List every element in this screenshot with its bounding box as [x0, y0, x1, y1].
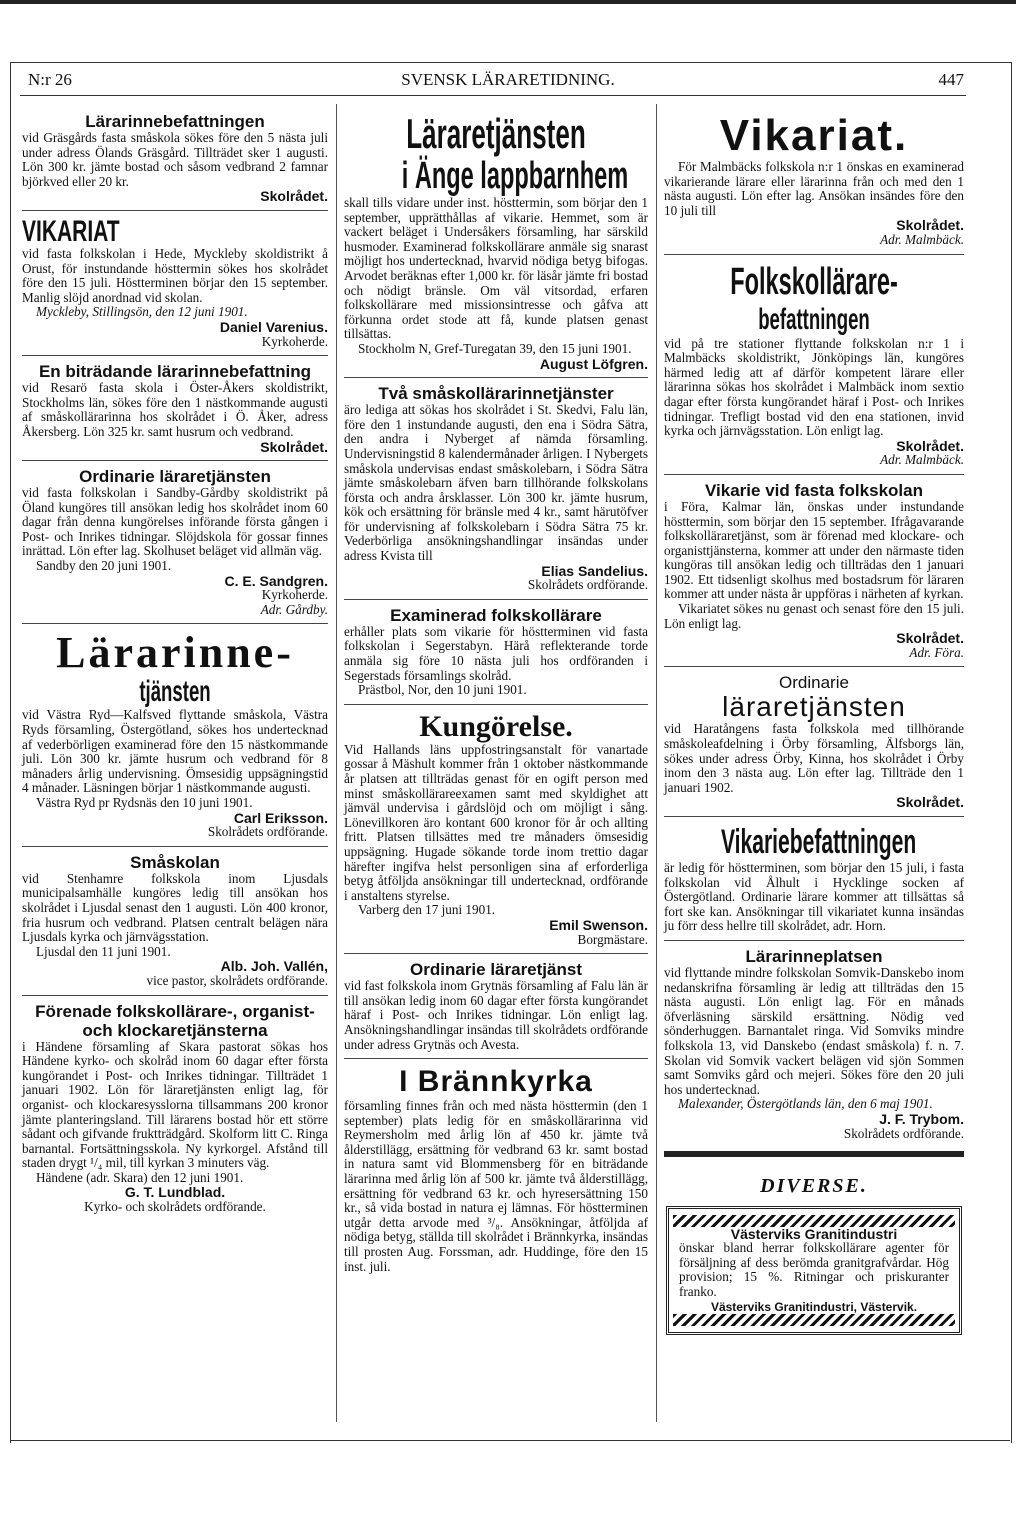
ad-body: vid på tre stationer flyttande folkskolan n:r 1 i Malmbäcks skoldistrikt, Jönköpings län, kungöres härmed ledig att af därför kompetent lärare eller lärarinna sökas hos skolrådet i Malmbäck inom sextio dagar efter första kungörandet häraf i Post- och Inrikes tidningar. Trefligt bostad vid den ena stationen, invid kyrka och järnvägsstation. Lön enligt lag.: [664, 335, 964, 439]
ad-place-date: Sandby den 20 juni 1901.: [36, 558, 172, 574]
column-2: [344, 112, 648, 1274]
ad-subtitle: läraretjänsten: [722, 691, 906, 723]
ad-body: är ledig för höstterminen, som börjar den 15 juli, i fasta folkskolan vid Ålhult i Hycklinge socken af Östergötland. Ordinarie lärare kommer att tillsättas så fort ske kan. Ansökningar till vikariatet kunna insändas ju förr dess hellre till skolrådet, adr. Horn.: [664, 860, 964, 934]
ad-title: Två småskollärarinnetjänster: [378, 384, 614, 404]
ad-body: vid Stenhamre folkskola inom Ljusdals municipalsamhälle kungöres ledig till ansökan hos skolrådet i Ljusdal senast den 1 augusti. Lön 400 kronor, fria husrum och vedbrand. Platsen centralt belägen nära Ljusdals kyrka och järnvägsstation.: [22, 870, 328, 945]
ad-title: En biträdande lärarinnebefattning: [38, 362, 312, 382]
vikariat-block: [22, 214, 328, 248]
ad-signature: Alb. Joh. Vallén,: [220, 958, 328, 975]
ad-signature: Emil Swenson.: [549, 916, 648, 933]
ad-body: i Föra, Kalmar län, önskas under instundande hösttermin, som börjar den 15 september. Ifrågavarande folkskolläraretjänst, som är förenad med klockare- och organisttjänsterna, kommer att under den närmaste tiden kungöras till ansökan ledig och tillträdas den 1 januari 1902. Ett tidsenligt skolhus med bostadsrum för läraren kommer att under nästa år uppföras i närheten af kyrkan.: [664, 498, 964, 602]
ad-body: skall tills vidare under inst. hösttermin, som börjar den 1 september, upprätthållas af vikarie. Hemmet, som är vackert beläget i Undersåkers församling, har särskild husmoder. Examinerad folkskollärare anmäle sig snarast möjligt hos undertecknad, hvarvid nödiga betyg bifogas. Arvodet beräknas efter 1,000 kr. för läsår jämte fri bostad och nödigt bränsle. Om väl vitsordad, erfaren folkskollärare med missionsintresse och gåfva att förkunna ordet stode att få, kunde platsen genast tillsättas.: [344, 195, 648, 342]
ad-address: Adr. Malmbäck.: [880, 452, 964, 468]
ad-place-date: Myckleby, Stillingsön, den 12 juni 1901.: [36, 304, 248, 320]
ad-title: Lärarinnebefattningen: [85, 112, 265, 131]
ad-role: Skolrådets ordförande.: [843, 1125, 964, 1141]
column-separator: [656, 104, 657, 1422]
ad-title: Västerviks Granitindustri: [730, 1225, 898, 1242]
divider: [664, 254, 964, 255]
divider: [664, 816, 964, 817]
ad-title: Läraretjänsten: [406, 110, 586, 157]
ad-address: Adr. Malmbäck.: [880, 231, 964, 247]
page-number: 447: [938, 70, 964, 89]
ad-role: Borgmästare.: [577, 931, 648, 947]
ad-title: Förenade folkskollärare-, organist- och klockaretjänsterna: [35, 1001, 315, 1040]
ad-title: I Brännkyrka: [399, 1065, 593, 1099]
divider: [22, 210, 328, 211]
section-heading: DIVERSE.: [760, 1175, 868, 1198]
divider: [344, 1058, 648, 1059]
ad-body: erhåller plats som vikarie för höstterminen vid fasta folkskolan i Segerstabyn. Härå reflekterande torde anmäla sig före 10 nästa juli hos ordföranden i Segerstads församlings skolråd.: [344, 623, 648, 683]
ad-role: Skolrådets ordförande.: [207, 824, 328, 840]
ad-body: vid Gräsgårds fasta småskola sökes före den 5 nästa juli under adress Ölands Gräsgård. Tillträdet sker 1 augusti. Lön 300 kr. jämte bostad och såsom vedbrand 2 famnar björkved eller 20 kr.: [22, 130, 328, 189]
ad-signature: Skolrådet.: [896, 217, 964, 234]
ad-body-2: Vikariatet sökes nu genast och senast före den 15 juli. Lön enligt lag.: [664, 601, 964, 631]
ad-body: önskar bland herrar folkskollärare agenter för försäljning af dess berömda granitgrafvårdar. Hög provision; 15 %. Ritningar och priskuranter franko.: [679, 1240, 949, 1300]
ad-place-date: Västra Ryd pr Rydsnäs den 10 juni 1901.: [36, 795, 253, 810]
ad-title: Småskolan: [130, 852, 220, 872]
ad-signature: J. F. Trybom.: [879, 1110, 964, 1127]
ad-title: Ordinarie: [779, 673, 849, 693]
ad-body: äro lediga att sökas hos skolrådet i St. Skedvi, Falu län, före den 1 instundande augusti, den ena i Södra Sätra, den andra i Nyberget af nämda församling. Undervisningstid 8 kalendermånader årligen. I Nybergets småskola undervisas endast småskolebarn, i Södra Sätra jämte småskolebarn äfven barn tillhörande folkskolans första och andra årsklasser. Lön 300 kr. jämte husrum, kök och ersättning för bränsle med 4 kr., samt härutöfver för undervisning af folkskolebarn i Södra Sätra 75 kr. Vederbörliga ansökningshandlingar insändas under adress Kvista till: [344, 402, 648, 564]
ad-role: Kyrko- och skolrådets ordförande.: [84, 1199, 266, 1215]
ad-title: Ordinarie läraretjänsten: [79, 467, 271, 487]
ad-title: Vikariat.: [719, 111, 909, 160]
ad-signature: C. E. Sandgren.: [224, 572, 328, 589]
ornament-border: [673, 1314, 955, 1326]
column-3: [664, 112, 964, 1335]
divider: [664, 940, 964, 941]
bottom-rule: [10, 1440, 1010, 1441]
divider: [344, 377, 648, 378]
ad-title: Kungörelse.: [419, 709, 573, 743]
ad-role: vice pastor, skolrådets ordförande.: [146, 972, 328, 988]
ad-title: Examinerad folkskollärare: [390, 605, 602, 625]
divider: [22, 995, 328, 996]
ad-signature: G. T. Lundblad.: [124, 1184, 226, 1201]
ad-body: församling finnes från och med nästa hösttermin (den 1 september) plats ledig för en småskollärarinna vid Reymersholm med årlig lön af 450 kr. jämte två ålderstillägg, ersättning för vedbrand 63 kr. samt bostad in natura samt vid Blommensberg för en biträdande lärarinna med årlig lön af 500 kr. jämte två ålderstillägg, ersättning för vedbrand 63 kr. och hyresersättning 150 kr., så vida bostad in natura ej lämnas. För höstterminen utgår detta arvode med ³/₈. Ansökningar, åtföljda af nödiga betyg, ställda till skolrådet i Brännkyrka, insändas till prosten Aug. Forssman, adr. Huddinge, före den 15 inst. juli.: [344, 1098, 648, 1274]
header-rule: [20, 95, 966, 96]
divider: [664, 474, 964, 475]
ad-title: Vikarie vid fasta folkskolan: [705, 480, 923, 500]
ad-place-date: Prästbol, Nor, den 10 juni 1901.: [358, 682, 527, 698]
ad-signature: Skolrådet.: [896, 630, 964, 647]
ad-address: Adr. Gårdby.: [260, 601, 328, 617]
column-separator: [336, 104, 337, 1422]
divider: [22, 846, 328, 847]
ad-body: vid fast folkskola inom Grytnäs församling af Falu län är till ansökan ledig inom 60 dagar efter första kungörandet häraf i Post- och Inrikes tidningar. Lön enligt lag. Ansökningshandlingar insändas till skolrådets ordförande under adress Grytnäs och Avesta.: [344, 978, 648, 1052]
ad-place-date: Malexander, Östergötlands län, den 6 maj 1901.: [678, 1096, 933, 1112]
ad-title: VIKARIAT: [22, 214, 120, 248]
ad-body: vid flyttande mindre folkskolan Somvik-Danskebo inom nedanskrifna församling är ledig att tillträdas den 15 nästa augusti. Lön enligt lag. För en månads öfverläsning särskild ersättning. Nödig ved sönderhuggen. Barnantalet ringa. Vid Somviks mindre folkskola 13, vid Danskebo (endast småskola) f. n. 7. Skolan vid Somvik vackert belägen vid sjön Sommen samt Somviks gård och mejeri. Sökes före den 20 juli hos undertecknad.: [664, 964, 964, 1097]
ad-signature: Carl Eriksson.: [233, 809, 328, 826]
ad-place-date: Ljusdal den 11 juni 1901.: [36, 943, 171, 959]
ad-body: i Händene församling af Skara pastorat sökas hos Händene kyrko- och skolråd inom 60 dagar efter första kungörandet i Post- och Inrikes tidningar. Tillträdet 1 januari 1902. Lön för läraretjänsten enligt lag, för organist- och klockaresysslorna tillsammans 200 kronor jämte planteringsland. Till lärarens bostad hör ett större sådant och gifvande fruktträdgård. Skolform litt C. Ringa barnantal. Fortsättningsskola. Ny kyrkorgel. Afstånd till staden drygt ¹/₄ mil, till kyrkan 3 minuters väg.: [22, 1038, 328, 1171]
ad-title: Folkskollärare-: [730, 260, 898, 303]
ad-signature: August Löfgren.: [539, 355, 648, 372]
ad-title: Vikariebefattningen: [721, 823, 917, 861]
ad-title: Lärarinneplatsen: [745, 946, 883, 966]
ad-subtitle: i Änge lappbarnhem: [401, 155, 629, 197]
ad-role: Skolrådets ordförande.: [527, 577, 648, 593]
ad-body: vid Haratångens fasta folkskola med tillhörande småskoleafdelning i Örby församling, Älfsborgs län, sökes under adress Örby, Kinna, hos skolrådet i Örby inom den 3 nästa aug. Lön efter lag. Tillträde den 1 januari 1902.: [664, 721, 964, 795]
divider: [344, 599, 648, 600]
ad-body: vid fasta folkskolan i Hede, Myckleby skoldistrikt å Orust, för instundande hösttermin sökes hos skolrådet före den 15 juli. Höstterminen börjar den 15 september. Manlig slöjd anordnad vid skolan.: [22, 245, 328, 305]
ornament-border: [673, 1215, 955, 1227]
ad-signature: Daniel Varenius.: [219, 318, 328, 335]
ad-body: vid Västra Ryd—Kalfsved flyttande småskola, Västra Ryds församling, Östergötland, sökes hos undertecknad af vederbörligen examinerad före den 15 nästkommande juli. Lön 300 kr. jämte husrum och vedbrand för 8 månaders årlig undervisning. Ömsesidig uppsägningstid 4 månader. Läsningen börjar 1 nästkommande augusti.: [22, 707, 328, 796]
ad-place-date: Händene (adr. Skara) den 12 juni 1901.: [36, 1169, 244, 1185]
ad-role: Kyrkoherde.: [261, 587, 328, 603]
ad-title: Ordinarie läraretjänst: [410, 960, 582, 980]
ad-subtitle: befattningen: [758, 302, 870, 336]
top-border: [0, 0, 1016, 4]
ad-body: vid fasta folkskolan i Sandby-Gårdby skoldistrikt på Öland kungöres till ansökan ledig hos skolrådet inom 60 dagar från denna kungörelses införande första gången i Post- och Inrikes tidningar. Slöjdskola för gossar finnes inrättad. Lön efter lag. Skolhuset beläget vid allmän väg.: [22, 485, 328, 559]
section-rule: [664, 1151, 964, 1157]
ad-subtitle: tjänsten: [139, 675, 211, 709]
divider: [22, 623, 328, 624]
ad-body: Vid Hallands läns uppfostringsanstalt för vanartade gossar å Mäshult kommer från 1 oktober nästkommande år platsen att tillträdas genast för en ogift person med minst småskollärareexamen samt med skyldighet att jämväl undervisa i gårdslöjd och om möjligt i sång. Lönevillkoren äro kontant 600 kronor för år och allting fritt. Platsen tillsättes med tre månaders ömsesidig uppsägning. Hugade sökande torde inom trettio dagar härefter ingifva helst personligen sina af erforderliga betyg åtföljda ansökningar till undertecknad, ordförande i anstaltens styrelse.: [344, 741, 648, 903]
issue-number: N:r 26: [28, 70, 72, 89]
ad-signature: Västerviks Granitindustri, Västervik.: [710, 1299, 918, 1314]
ad-address: Adr. Föra.: [909, 644, 964, 660]
divider: [22, 460, 328, 461]
ad-role: Kyrkoherde.: [261, 333, 328, 349]
ad-signature: Skolrådet.: [260, 188, 328, 205]
divider: [344, 953, 648, 954]
ad-signature: Elias Sandelius.: [541, 562, 648, 579]
masthead-title: SVENSK LÄRARETIDNING.: [401, 70, 615, 89]
ad-signature: Skolrådet.: [896, 794, 964, 811]
ad-place-date: Stockholm N, Gref-Turegatan 39, den 15 juni 1901.: [358, 340, 632, 356]
ad-body: vid Resarö fasta skola i Öster-Åkers skoldistrikt, Stockholms län, sökes före den 1 nästkommande augusti af småskollärarinna hos skolrådet i Ö. Åker, adress Åkersberg. Lön 325 kr. samt husrum och vedbrand.: [22, 380, 328, 439]
divider: [344, 704, 648, 705]
column-1: [22, 112, 328, 1215]
ad-signature: Skolrådet.: [260, 438, 328, 455]
divider: [664, 666, 964, 667]
ad-title: Lärarinne-: [56, 628, 294, 678]
advert-box: [666, 1206, 962, 1336]
ad-signature: Skolrådet.: [896, 437, 964, 454]
divider: [22, 355, 328, 356]
ad-place-date: Varberg den 17 juni 1901.: [358, 902, 496, 918]
ad-body: För Malmbäcks folkskola n:r 1 önskas en examinerad vikarierande lärare eller lärarinna från och med den 1 nästa augusti. Lön efter lag. Ansökan insändes före den 10 juli till: [664, 159, 964, 218]
